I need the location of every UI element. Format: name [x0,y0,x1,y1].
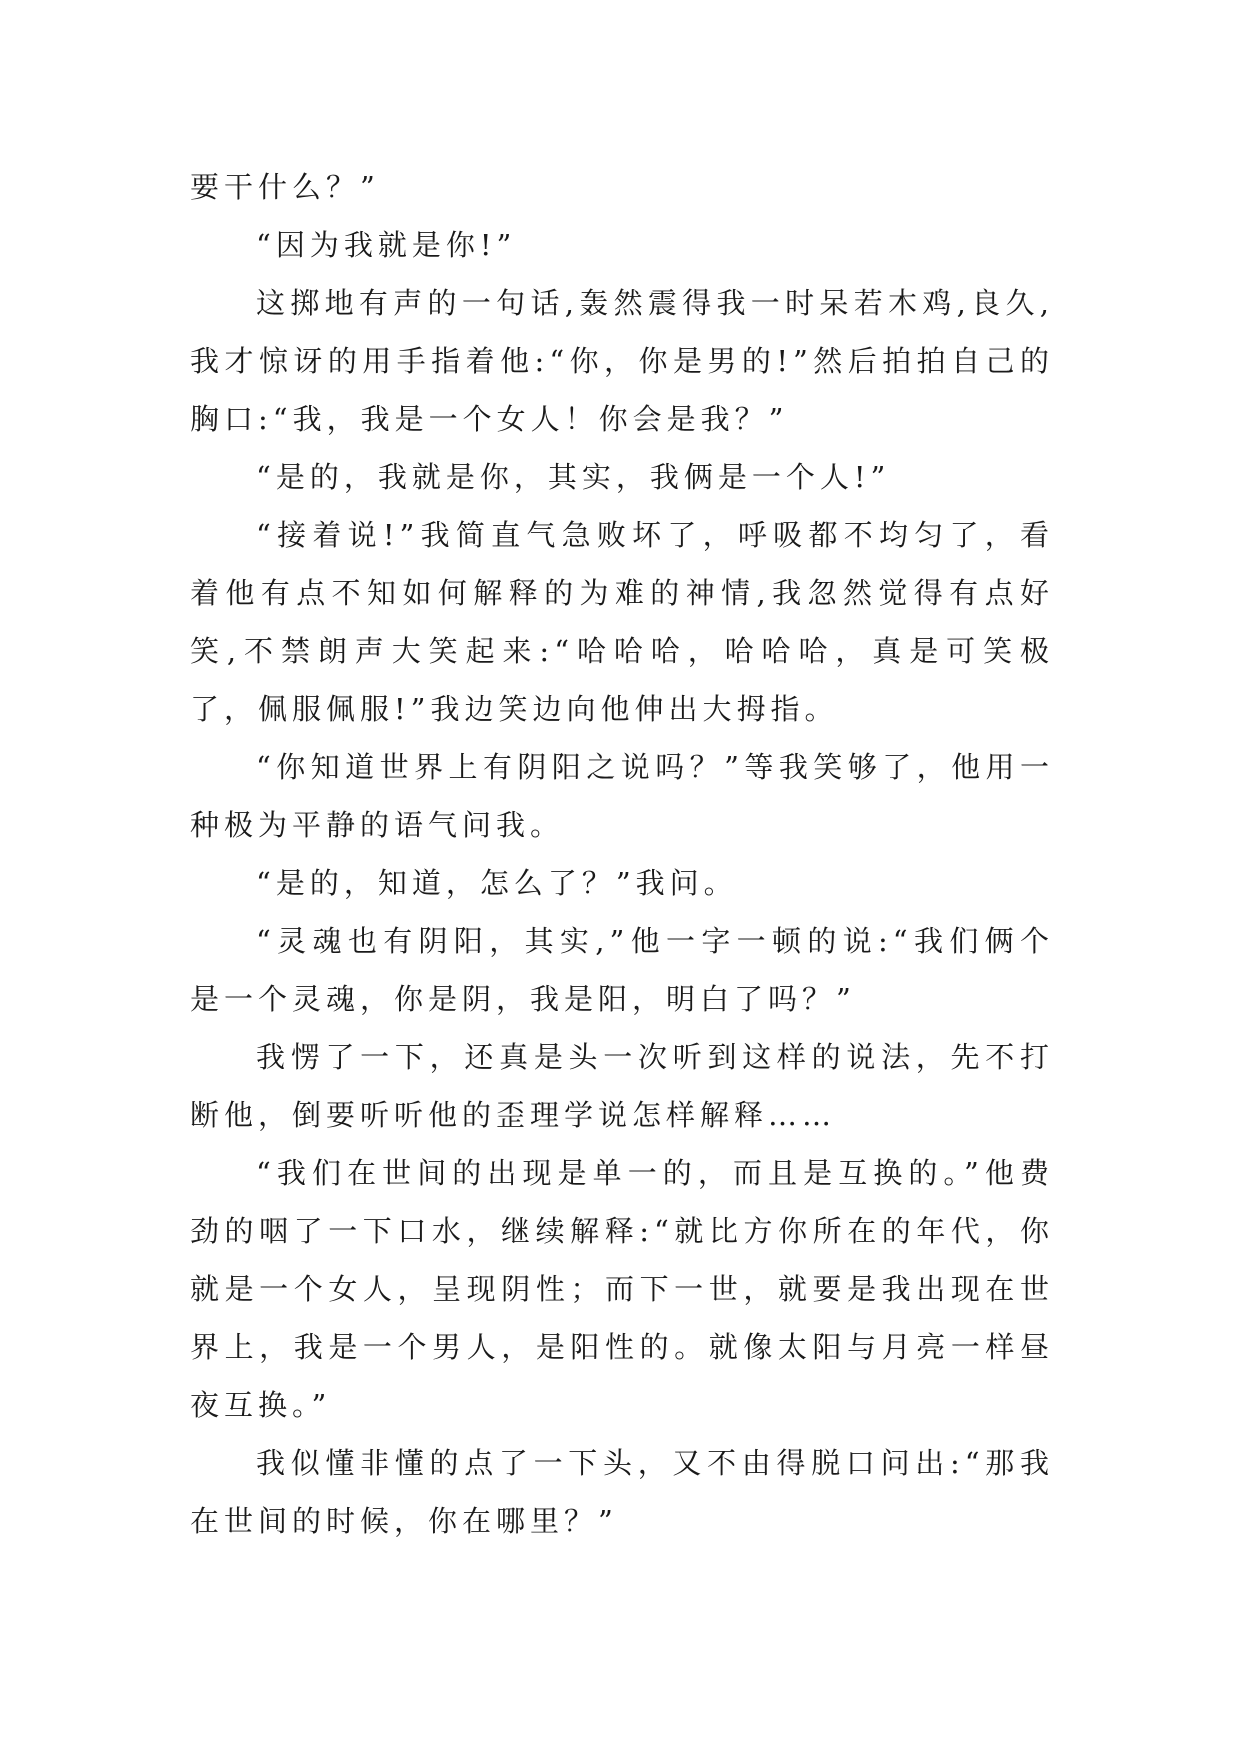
document-body [190,158,1054,1550]
paragraph: “灵魂也有阴阳，其实,”他一字一顿的说:“我们俩个是一个灵魂，你是阴，我是阳，明白了吗？” [190,924,1054,1016]
paragraph: 这掷地有声的一句话,轰然震得我一时呆若木鸡,良久,我才惊讶的用手指着他:“你，你是男的!”然后拍拍自己的胸口:“我，我是一个女人！你会是我？” [190,286,1054,436]
paragraph: 我似懂非懂的点了一下头，又不由得脱口问出:“那我在世间的时候，你在哪里？” [190,1446,1054,1538]
paragraph: “是的，我就是你，其实，我俩是一个人!” [256,460,891,494]
paragraph: “我们在世间的出现是单一的，而且是互换的。”他费劲的咽了一下口水，继续解释:“就比方你所在的年代，你就是一个女人，呈现阴性；而下一世，就要是我出现在世界上，我是一个男人，是阳性的。就像太阳与月亮一样昼夜互换。” [190,1156,1054,1422]
paragraph: 要干什么？” [190,170,380,204]
paragraph: “因为我就是你!” [256,228,517,262]
paragraph: “接着说!”我简直气急败坏了，呼吸都不均匀了，看着他有点不知如何解释的为难的神情,我忽然觉得有点好笑,不禁朗声大笑起来:“哈哈哈，哈哈哈，真是可笑极了，佩服佩服!”我边笑边向他伸出大拇指。 [190,518,1054,726]
paragraph: “是的，知道，怎么了？”我问。 [256,866,738,900]
paragraph: 我愣了一下，还真是头一次听到这样的说法，先不打断他，倒要听听他的歪理学说怎样解释…… [190,1040,1054,1132]
paragraph: “你知道世界上有阴阳之说吗？”等我笑够了，他用一种极为平静的语气问我。 [190,750,1054,842]
